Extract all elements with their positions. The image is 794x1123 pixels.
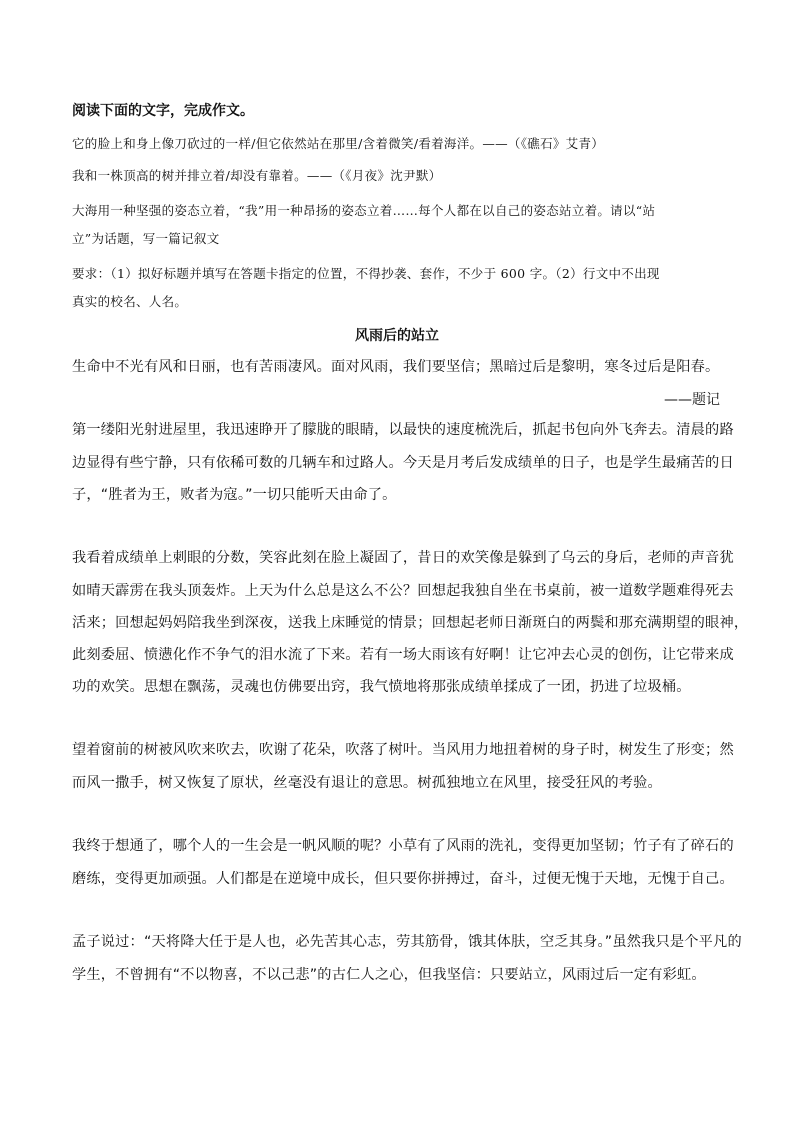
essay-line: 第一缕阳光射进屋里，我迅速睁开了朦胧的眼睛，以最快的速度梳洗后，抓起书包向外飞奔去。清晨的路 — [72, 422, 734, 438]
essay-line: 此刻委屈、愤懑化作不争气的泪水流了下来。若有一场大雨该有好啊！让它冲去心灵的创伤，让它带来成 — [72, 647, 734, 663]
essay-line: 子，“胜者为王，败者为寇。”一切只能听天由命了。 — [72, 487, 397, 503]
prompt-title: 阅读下面的文字，完成作文。 — [72, 103, 254, 119]
essay-line: 边显得有些宁静，只有依稀可数的几辆车和过路人。今天是月考后发成绩单的日子，也是学生最痛苦的日 — [72, 455, 734, 471]
essay-line: 我终于想通了，哪个人的一生会是一帆风顺的呢？小草有了风雨的洗礼，变得更加坚韧；竹子有了碎石的 — [72, 838, 734, 854]
essay-line: 孟子说过：“天将降大任于是人也，必先苦其心志，劳其筋骨，饿其体肤，空乏其身。”虽然我只是个平凡的 — [72, 934, 742, 950]
prompt-line: 真实的校名、人名。 — [72, 294, 188, 309]
essay-line: 望着窗前的树被风吹来吹去，吹谢了花朵，吹落了树叶。当风用力地扭着树的身子时，树发生了形变；然 — [72, 742, 734, 758]
essay-line: 而风一撒手，树又恢复了原状，丝毫没有退让的意思。树孤独地立在风里，接受狂风的考验。 — [72, 775, 662, 791]
essay-line: 我看着成绩单上刺眼的分数，笑容此刻在脸上凝固了，昔日的欢笑像是躲到了乌云的身后，老师的声音犹 — [72, 550, 734, 566]
prompt-line: 我和一株顶高的树并排立着/却没有靠着。——（《月夜》沈尹默） — [72, 168, 442, 183]
prompt-line: 它的脸上和身上像刀砍过的一样/但它依然站在那里/含着微笑/看着海洋。——（《礁石》艾青） — [72, 136, 605, 151]
prompt-line: 要求：（1）拟好标题并填写在答题卡指定的位置，不得抄袭、套作，不少于 600 字。（2）行文中不出现 — [72, 266, 660, 281]
essay-line: 活来；回想起妈妈陪我坐到深夜，送我上床睡觉的情景；回想起老师日渐斑白的两鬓和那充满期望的眼神， — [72, 615, 749, 631]
essay-line: 学生，不曾拥有“不以物喜，不以己悲”的古仁人之心，但我坚信：只要站立，风雨过后一定有彩虹。 — [72, 967, 706, 983]
essay-line: 功的欢笑。思想在飘荡，灵魂也仿佛要出窍，我气愤地将那张成绩单揉成了一团，扔进了垃圾桶。 — [72, 679, 691, 695]
prompt-line: 立”为话题，写一篇记叙文 — [72, 231, 220, 246]
essay-title: 风雨后的站立 — [355, 328, 439, 344]
essay-epigraph: 生命中不光有风和日丽，也有苦雨凄风。面对风雨，我们要坚信；黑暗过后是黎明，寒冬过后是阳春。 — [72, 359, 720, 375]
essay-line: 磨练，变得更加顽强。人们都是在逆境中成长，但只要你拼搏过，奋斗，过便无愧于天地，无愧于自己。 — [72, 871, 734, 887]
prompt-line: 大海用一种坚强的姿态立着，“我”用一种昂扬的姿态立着……每个人都在以自己的姿态站立着。请以“站 — [72, 203, 656, 218]
essay-line: 如晴天霹雳在我头顶轰炸。上天为什么总是这么不公？回想起我独自坐在书桌前，被一道数学题难得死去 — [72, 583, 734, 599]
epigraph-signature: ——题记 — [664, 392, 720, 408]
